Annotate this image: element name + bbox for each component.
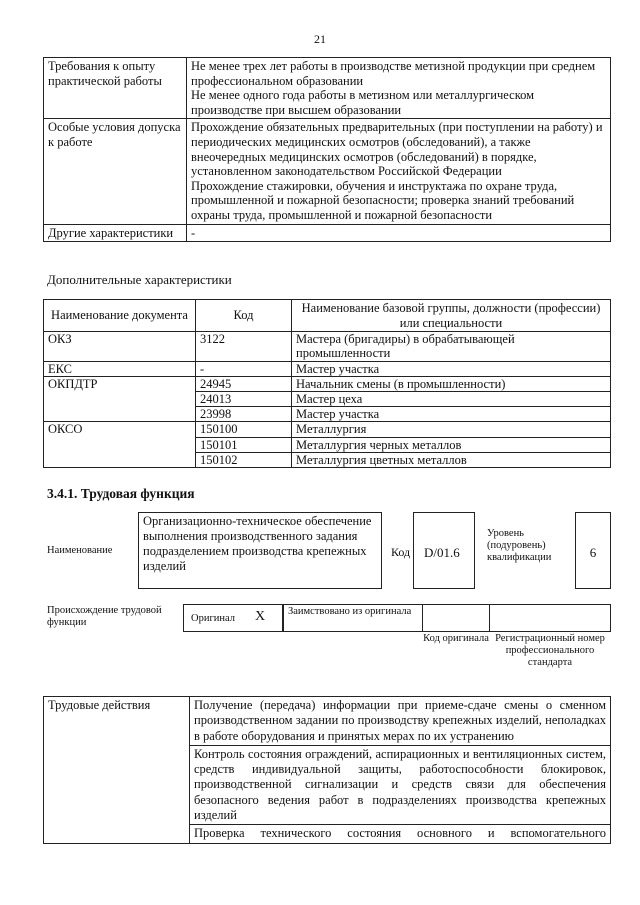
doc-cell	[44, 452, 196, 467]
code-cell: -	[196, 361, 292, 376]
name-cell: Металлургия	[292, 422, 611, 437]
action-item: Проверка технического состояния основного и вспомогательного	[190, 825, 611, 843]
row-value	[187, 119, 611, 224]
original-label: Оригинал	[191, 613, 235, 624]
text-line: Прохождение обязательных предварительных (при поступлении на работу) и периодических медицинских осмотров (обследований), а также внеочередных медицинских осмотров (обследований) в порядке, установленном законодательством Российской Федерации	[191, 120, 603, 179]
function-heading: 3.4.1. Трудовая функция	[47, 486, 195, 501]
table-row	[44, 332, 611, 361]
reg-number-label: Регистрационный номер профессионального стандарта	[495, 633, 605, 668]
code-cell: 150101	[196, 437, 292, 452]
text-line: Не менее одного года работы в метизном или металлургическом производстве при высшем образовании	[191, 88, 535, 117]
col-header-name: Наименование базовой группы, должности (профессии) или специальности	[292, 300, 611, 332]
table-row	[44, 392, 611, 407]
table-row	[44, 361, 611, 376]
col-header-code: Код	[196, 300, 292, 332]
borrowed-label: Заимствовано из оригинала	[288, 606, 412, 617]
text-line: Прохождение стажировки, обучения и инструктажа по охране труда, промышленной и пожарной безопасности; проверка знаний требований охраны труда, промышленной и пожарной безопасности	[191, 178, 575, 222]
action-item: Получение (передача) информации при приеме-сдаче смены о сменном производственном задании по производству крепежных изделий, неполадках в работе оборудования и принятых мерах по их устранению	[190, 697, 611, 746]
doc-cell	[44, 392, 196, 407]
table-row	[44, 422, 611, 437]
orig-code-label: Код оригинала	[423, 633, 489, 644]
original-mark: X	[255, 609, 266, 624]
col-header-doc: Наименование документа	[44, 300, 196, 332]
actions-label: Трудовые действия	[44, 697, 190, 844]
row-value: -	[187, 224, 611, 242]
text-line: Не менее трех лет работы в производстве метизной продукции при среднем профессиональном образовании	[191, 59, 596, 88]
name-cell: Мастер цеха	[292, 392, 611, 407]
doc-cell: ОКЗ	[44, 332, 196, 361]
row-value	[187, 58, 611, 119]
table-row	[44, 407, 611, 422]
name-cell: Мастер участка	[292, 361, 611, 376]
reg-number-box	[489, 604, 611, 632]
name-cell: Металлургия цветных металлов	[292, 452, 611, 467]
table-row	[44, 376, 611, 391]
table-row	[44, 58, 611, 119]
code-cell: 150102	[196, 452, 292, 467]
doc-cell	[44, 437, 196, 452]
code-cell: 24013	[196, 392, 292, 407]
code-label: Код	[391, 545, 411, 559]
level-value-box: 6	[575, 512, 611, 589]
code-cell: 150100	[196, 422, 292, 437]
table-row	[44, 224, 611, 242]
code-cell: 3122	[196, 332, 292, 361]
origin-label: Происхождение трудовой функции	[47, 605, 162, 628]
section-title: Дополнительные характеристики	[47, 272, 232, 287]
doc-cell: ОКПДТР	[44, 376, 196, 391]
code-cell: 23998	[196, 407, 292, 422]
row-label: Другие характеристики	[44, 224, 187, 242]
requirements-table	[43, 57, 611, 242]
doc-cell: ЕКС	[44, 361, 196, 376]
code-cell: 24945	[196, 376, 292, 391]
name-cell: Мастер участка	[292, 407, 611, 422]
name-cell: Начальник смены (в промышленности)	[292, 376, 611, 391]
row-label: Требования к опыту практической работы	[44, 58, 187, 119]
table-row	[44, 437, 611, 452]
doc-cell: ОКСО	[44, 422, 196, 437]
table-row	[44, 452, 611, 467]
actions-table	[43, 696, 611, 844]
orig-code-box	[422, 604, 490, 632]
doc-cell	[44, 407, 196, 422]
header-row	[44, 300, 611, 332]
action-item: Контроль состояния ограждений, аспирационных и вентиляционных систем, средств индивидуальной защиты, работоспособности блокировок, производственной сигнализации и средств связи для обеспечения безопасного ведения работ в подразделениях производства крепежных изделий	[190, 745, 611, 824]
table-row	[44, 697, 611, 746]
page-number: 21	[314, 32, 326, 46]
level-label: Уровень (подуровень) квалификации	[487, 528, 552, 563]
name-cell: Мастера (бригадиры) в обрабатывающей промышленности	[292, 332, 611, 361]
function-name-box: Организационно-техническое обеспечение выполнения производственного задания подразделением производства крепежных изделий	[138, 512, 382, 589]
row-label: Особые условия допуска к работе	[44, 119, 187, 224]
borrowed-box	[283, 604, 423, 632]
additional-table	[43, 299, 611, 468]
name-label: Наименование	[47, 545, 113, 556]
table-row	[44, 119, 611, 224]
name-cell: Металлургия черных металлов	[292, 437, 611, 452]
code-value-box: D/01.6	[413, 512, 475, 589]
